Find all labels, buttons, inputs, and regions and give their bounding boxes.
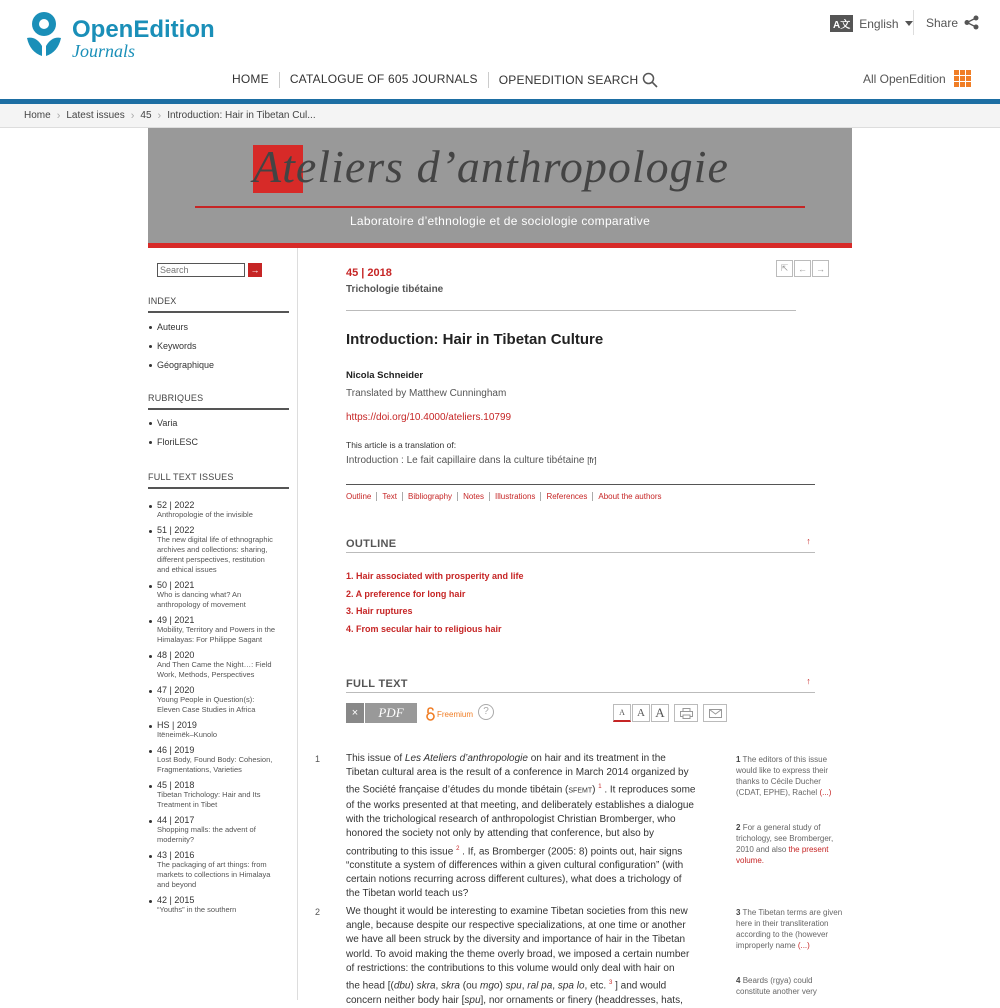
- issue-item[interactable]: [157, 525, 277, 575]
- issue-item[interactable]: [157, 895, 277, 915]
- next-article-button[interactable]: →: [812, 260, 829, 277]
- index-heading: INDEX: [148, 296, 289, 313]
- prev-article-button[interactable]: ←: [794, 260, 811, 277]
- text-line: of the works presented at that meeting, and deliberately establishes a dialogue: [346, 799, 694, 811]
- freemium-label: Freemium: [437, 709, 474, 719]
- text-line: with the trichological research of anthropologist Christian Bromberger, who: [346, 814, 676, 826]
- banner-subtitle: Laboratoire d’ethnologie et de sociologie comparative: [349, 214, 651, 228]
- issue-number: 52 | 2022: [157, 500, 195, 510]
- main-nav: [232, 72, 668, 88]
- footnote-more-link[interactable]: (...): [819, 788, 832, 797]
- footnote-text: For a general study of trichology, see Bromberger, 2010 and also: [736, 823, 834, 854]
- text-line: the Société française d’études du monde tibétain (SFEMT) $^1$ . It reproduces some: [346, 784, 696, 796]
- footnote-text: Beards (rgya) could constitute another very: [736, 976, 817, 996]
- fulltext-heading-label: FULL TEXT: [346, 678, 408, 690]
- outline-heading-label: OUTLINE: [346, 538, 397, 550]
- share-label: Share: [926, 15, 959, 30]
- paragraph-2: [346, 905, 721, 1008]
- sidebar: [148, 248, 298, 1000]
- nav-search-label: OPENEDITION SEARCH: [498, 73, 639, 87]
- divider: [346, 484, 815, 485]
- toc-links: [346, 492, 667, 501]
- breadcrumb-latest[interactable]: Latest issues: [66, 110, 125, 121]
- index-item[interactable]: Géographique: [157, 356, 214, 375]
- text-size-buttons: [613, 704, 727, 722]
- index-item[interactable]: Keywords: [157, 337, 214, 356]
- share-icon: [964, 15, 979, 30]
- issue-number: 49 | 2021: [157, 615, 195, 625]
- issue-item[interactable]: [157, 500, 277, 520]
- breadcrumb: [0, 104, 1000, 128]
- all-openedition-label: All OpenEdition: [863, 71, 946, 86]
- text-line: honored the society not only by attending that conference, but also by: [346, 828, 654, 840]
- translation-lang: [fr]: [587, 456, 597, 465]
- nav-search[interactable]: [489, 72, 669, 88]
- font-small-button[interactable]: A: [613, 704, 631, 722]
- issue-subtitle: Who is dancing what? An anthropology of movement: [157, 590, 246, 609]
- issue-item[interactable]: [157, 720, 277, 740]
- fulltext-heading: [346, 678, 815, 693]
- text-line: contributing to this issue $^2$ . If, as Bromberger (2005: 8) points out, hair signs: [346, 845, 683, 857]
- issues-list: [148, 500, 277, 920]
- issue-subtitle: Lost Body, Found Body: Cohesion, Fragmentations, Varieties: [157, 755, 273, 774]
- translator: Translated by Matthew Cunningham: [346, 388, 507, 399]
- issue-subtitle: Anthropologie of the invisible: [157, 510, 253, 519]
- divider: [346, 310, 796, 311]
- font-medium-button[interactable]: A: [632, 704, 650, 722]
- footnote-4: [736, 975, 844, 997]
- toc-notes[interactable]: Notes: [458, 492, 490, 501]
- rubriques-list: [148, 414, 198, 452]
- outline-item[interactable]: 4. From secular hair to religious hair: [346, 623, 502, 634]
- issue-item[interactable]: [157, 780, 277, 810]
- text-line: “constitute a system of differences within a given cultural configuration” (with: [346, 860, 684, 872]
- language-label: English: [859, 16, 899, 31]
- footnote-2: [736, 822, 844, 866]
- issue-number: 47 | 2020: [157, 685, 195, 695]
- logo-title: OpenEdition: [72, 16, 215, 43]
- language-selector[interactable]: [830, 15, 913, 32]
- footnote-number[interactable]: 1: [736, 755, 741, 764]
- issue-number: 46 | 2019: [157, 745, 195, 755]
- issue-item[interactable]: [157, 615, 277, 645]
- breadcrumb-home[interactable]: Home: [24, 110, 51, 121]
- footnote-text: The editors of this issue would like to express their thanks to Cécile Ducher (CDAT, EPHE), Rachel: [736, 755, 829, 797]
- footnote-3: [736, 907, 844, 951]
- banner-title-initial: A: [253, 141, 283, 192]
- toc-outline[interactable]: Outline: [346, 492, 377, 501]
- openedition-logo-icon: [24, 10, 64, 56]
- note-call[interactable]: 2: [456, 845, 460, 852]
- translation-of-title: Introduction : Le fait capillaire dans la culture tibétaine: [346, 455, 585, 466]
- outline-item[interactable]: 3. Hair ruptures: [346, 606, 413, 616]
- issue-number: 48 | 2020: [157, 650, 195, 660]
- outline-item[interactable]: 1. Hair associated with prosperity and life: [346, 571, 524, 581]
- help-icon[interactable]: ?: [478, 704, 494, 720]
- all-openedition-menu[interactable]: [863, 70, 971, 87]
- doi-link[interactable]: https://doi.org/10.4000/ateliers.10799: [346, 412, 512, 423]
- toc-authors[interactable]: About the authors: [598, 492, 662, 501]
- banner-title: [253, 140, 729, 193]
- issue-item[interactable]: [157, 685, 277, 715]
- issue-number: HS | 2019: [157, 720, 197, 730]
- article-pager: [776, 260, 829, 277]
- issue-subtitle: Itëneimëk–Kunolo: [157, 730, 218, 739]
- issue-title[interactable]: Trichologie tibétaine: [346, 284, 444, 295]
- issue-number: 42 | 2015: [157, 895, 195, 905]
- close-icon[interactable]: ×: [346, 703, 364, 723]
- issue-item[interactable]: [157, 745, 277, 775]
- index-list: [148, 318, 214, 375]
- footnote-text: The Tibetan terms are given here in their transliteration according to the (however improperly name: [736, 908, 843, 950]
- issue-item[interactable]: [157, 850, 277, 890]
- back-to-top-icon[interactable]: ↑: [806, 536, 811, 546]
- chevron-right-icon: ›: [130, 109, 135, 122]
- breadcrumb-current: Introduction: Hair in Tibetan Cul...: [167, 110, 316, 121]
- paragraph-number: 2: [315, 907, 321, 917]
- rubrique-item[interactable]: Varia: [157, 414, 198, 433]
- email-glyph: [709, 709, 722, 718]
- issue-subtitle: And Then Came the Night…: Field Work, Methods, Perspectives: [157, 660, 272, 679]
- footnote-number[interactable]: 2: [736, 823, 741, 832]
- toc-illustrations[interactable]: Illustrations: [490, 492, 541, 501]
- article-toolbar: [346, 703, 815, 725]
- text-line: certain notions recurring across different cultures), what does a trichology of: [346, 874, 682, 886]
- pdf-button[interactable]: PDF: [365, 703, 417, 723]
- openedition-logo[interactable]: [24, 10, 215, 61]
- header-divider: [913, 10, 914, 35]
- index-item[interactable]: Auteurs: [157, 318, 214, 337]
- freemium-badge[interactable]: [426, 707, 473, 721]
- footnote-more-link[interactable]: the present volume.: [736, 845, 829, 865]
- nav-home[interactable]: HOME: [232, 72, 280, 88]
- banner-rule: [195, 206, 805, 208]
- text-line: the head [(dbu) skra, skra (ou mgo) spu, ral pa, spa lo, etc. $^3$ ] and would: [346, 980, 667, 992]
- rubriques-heading: RUBRIQUES: [148, 393, 289, 410]
- chevron-right-icon: ›: [157, 109, 162, 122]
- text-line: the Tibetan world teach us?: [346, 888, 469, 900]
- open-access-icon: [426, 707, 435, 721]
- issue-number: 51 | 2022: [157, 525, 195, 535]
- logo-subtitle: Journals: [72, 41, 135, 61]
- translation-of-link[interactable]: [346, 455, 597, 466]
- search-submit-button[interactable]: →: [248, 263, 262, 277]
- back-to-top-icon[interactable]: ↑: [806, 676, 811, 686]
- footnote-1: [736, 754, 844, 798]
- article-title: Introduction: Hair in Tibetan Culture: [346, 331, 604, 348]
- rubrique-item[interactable]: FloriLESC: [157, 433, 198, 452]
- note-call[interactable]: 1: [598, 784, 602, 791]
- issue-number[interactable]: 45 | 2018: [346, 267, 392, 279]
- issue-item[interactable]: [157, 650, 277, 680]
- print-icon[interactable]: [674, 704, 698, 722]
- share-button[interactable]: [926, 15, 979, 30]
- translate-icon: A文: [830, 15, 853, 32]
- text-line: angle, because despite our respective specializations, at one time or another: [346, 920, 686, 932]
- apps-grid-icon: [954, 70, 971, 87]
- outline-heading: [346, 538, 815, 553]
- chevron-right-icon: ›: [56, 109, 61, 122]
- site-header: [0, 0, 1000, 100]
- toc-text[interactable]: Text: [377, 492, 403, 501]
- footnote-more-link[interactable]: (...): [797, 941, 810, 950]
- text-line: This issue of Les Ateliers d’anthropologie on hair and its treatment in the: [346, 753, 666, 764]
- issue-subtitle: Shopping malls: the advent of modernity?: [157, 825, 256, 844]
- issue-item[interactable]: [157, 815, 277, 845]
- text-line: Tibetan cultural area is the result of a conference in March 2014 organized by: [346, 767, 689, 779]
- issues-heading: FULL TEXT ISSUES: [148, 472, 289, 489]
- journal-name: Les Ateliers d’anthropologie: [404, 753, 528, 764]
- search-icon: [642, 72, 658, 88]
- email-icon[interactable]: [703, 704, 727, 722]
- issue-number: 45 | 2018: [157, 780, 195, 790]
- font-large-button[interactable]: A: [651, 704, 669, 722]
- issue-item[interactable]: [157, 580, 277, 610]
- text-line: world. To avoid making the theme overly broad, we imposed a certain number: [346, 948, 690, 960]
- note-call[interactable]: 3: [608, 980, 613, 987]
- issue-subtitle: The packaging of art things: from markets to collections in Himalaya and beyond: [157, 860, 271, 889]
- journal-banner[interactable]: [148, 128, 852, 248]
- issue-subtitle: The new digital life of ethnographic archives and collections: sharing, different perspectives, restitution and ethical issues: [157, 535, 273, 574]
- issue-number: 43 | 2016: [157, 850, 195, 860]
- paragraph-number: 1: [315, 754, 321, 764]
- text-line: concern neither body hair [spu], nor ornaments or finery (headdresses, hats,: [346, 994, 683, 1006]
- article-author[interactable]: Nicola Schneider: [346, 370, 424, 381]
- first-page-button[interactable]: ⇱: [776, 260, 793, 277]
- outline-item[interactable]: 2. A preference for long hair: [346, 588, 466, 599]
- text-line: We thought it would be interesting to examine Tibetan societies from this new: [346, 906, 688, 917]
- footnote-number[interactable]: 4: [736, 976, 741, 985]
- text-line: of restrictions: the contributions to this volume would only deal with hair on: [346, 962, 675, 974]
- issue-number: 50 | 2021: [157, 580, 195, 590]
- banner-title-rest: teliers d’anthropologie: [282, 141, 729, 192]
- text-line: we have all been struck by the diversity and importance of hair in the Tibetan: [346, 934, 686, 946]
- toc-references[interactable]: References: [541, 492, 593, 501]
- toc-bibliography[interactable]: Bibliography: [403, 492, 458, 501]
- issue-subtitle: Young People in Question(s): Eleven Case Studies in Africa: [157, 695, 256, 714]
- issue-subtitle: Mobility, Territory and Powers in the Himalayas: For Philippe Sagant: [157, 625, 276, 644]
- footnote-number[interactable]: 3: [736, 908, 741, 917]
- search-input[interactable]: [157, 263, 245, 277]
- paragraph-1: [346, 752, 721, 902]
- breadcrumb-issue[interactable]: 45: [140, 110, 152, 121]
- nav-catalogue[interactable]: CATALOGUE OF 605 JOURNALS: [280, 72, 489, 88]
- issue-subtitle: Tibetan Trichology: Hair and Its Treatment in Tibet: [157, 790, 261, 809]
- issue-subtitle: “Youths” in the southern: [157, 905, 237, 914]
- issue-number: 44 | 2017: [157, 815, 195, 825]
- caret-down-icon: [905, 21, 913, 26]
- print-glyph: [680, 708, 693, 719]
- outline-list: [346, 568, 524, 638]
- translation-of-label: This article is a translation of:: [346, 440, 457, 450]
